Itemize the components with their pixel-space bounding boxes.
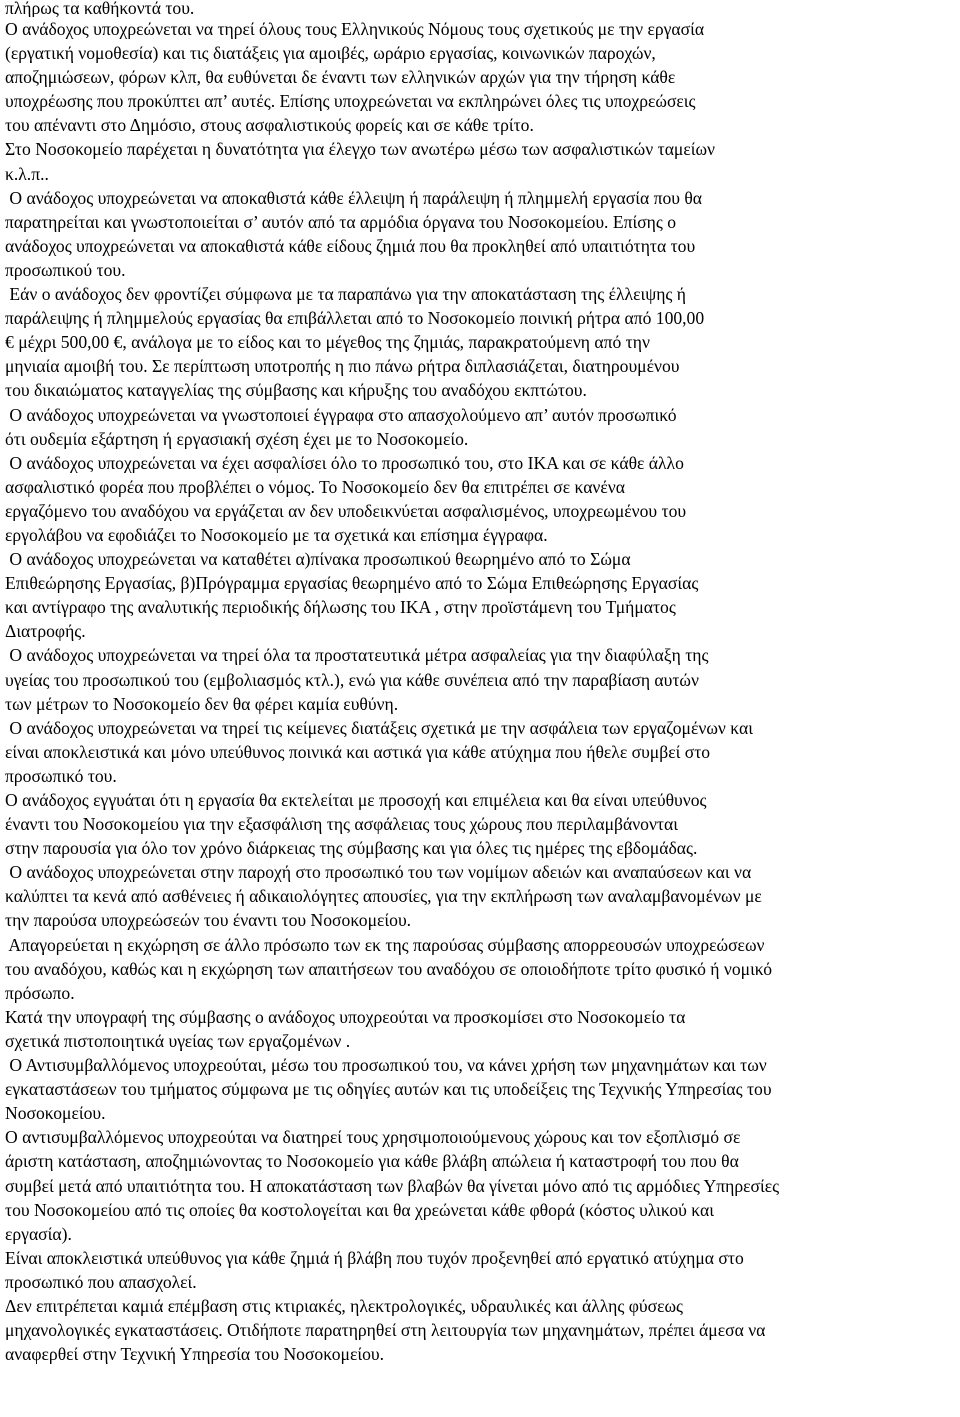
document-line: μηχανολογικές εγκαταστάσεις. Οτιδήποτε παρατηρηθεί στη λειτουργία των μηχανημάτων, πρέπει άμεσα να xyxy=(5,1320,766,1341)
document-line: (εργατική νομοθεσία) και τις διατάξεις για αμοιβές, ωράριο εργασίας, κοινωνικών παροχών, xyxy=(5,43,656,64)
document-line: παρατηρείται και γνωστοποιείται σ’ αυτόν από τα αρμόδια όργανα του Νοσοκομείου. Επίσης ο xyxy=(5,211,677,232)
document-line: Ο ανάδοχος υποχρεώνεται να αποκαθιστά κάθε έλλειψη ή παράλειψη ή πλημμελή εργασία που θα xyxy=(5,187,703,208)
document-line: Ο αντισυμβαλλόμενος υποχρεούται να διατηρεί τους χρησιμοποιούμενους χώρους και τον εξοπλισμό σε xyxy=(5,1127,741,1148)
document-line: προσωπικό που απασχολεί. xyxy=(5,1271,197,1292)
document-line: του αναδόχου, καθώς και η εκχώρηση των απαιτήσεων του αναδόχου σε οποιοδήποτε τρίτο φυσικό ή νομικό xyxy=(5,958,773,979)
document-line: την παρούσα υποχρεώσεών του έναντι του Νοσοκομείου. xyxy=(5,910,412,931)
document-line: € μέχρι 500,00 €, ανάλογα με το είδος και το μέγεθος της ζημιάς, παρακρατούμενη από την xyxy=(5,332,650,353)
document-line: κ.λ.π.. xyxy=(5,163,49,184)
document-line: Κατά την υπογραφή της σύμβασης ο ανάδοχος υποχρεούται να προσκομίσει στο Νοσοκομείο τα xyxy=(5,1006,686,1027)
document-line: του Νοσοκομείου από τις οποίες θα κοστολογείται και θα χρεώνεται κάθε φθορά (κόστος υλικού και xyxy=(5,1199,714,1220)
document-line: και αντίγραφο της αναλυτικής περιοδικής δήλωσης του ΙΚΑ , στην προϊστάμενη του Τμήματος xyxy=(5,597,676,618)
document-line: αναφερθεί στην Τεχνική Υπηρεσία του Νοσοκομείου. xyxy=(5,1344,384,1365)
document-line: Ο ανάδοχος υποχρεώνεται να τηρεί τις κείμενες διατάξεις σχετικά με την ασφάλεια των εργαζομένων και xyxy=(5,717,753,738)
document-line: Ο ανάδοχος υποχρεώνεται να καταθέτει α)πίνακα προσωπικού θεωρημένο από το Σώμα xyxy=(5,549,631,570)
document-line: εργολάβου να εφοδιάζει το Νοσοκομείο με τα σχετικά και επίσημα έγγραφα. xyxy=(5,524,548,545)
document-line: προσωπικού του. xyxy=(5,259,126,280)
document-line: Ο ανάδοχος υποχρεώνεται να τηρεί όλα τα προστατευτικά μέτρα ασφαλείας για την διαφύλαξη της xyxy=(5,645,709,666)
document-line: μηνιαία αμοιβή του. Σε περίπτωση υποτροπής η πιο πάνω ρήτρα διπλασιάζεται, διατηρουμένου xyxy=(5,356,680,377)
document-line: Νοσοκομείου. xyxy=(5,1103,106,1124)
document-line: πρόσωπο. xyxy=(5,982,75,1003)
document-line: εργασία). xyxy=(5,1223,72,1244)
document-line: ότι ουδεμία εξάρτηση ή εργασιακή σχέση έχει με το Νοσοκομείο. xyxy=(5,428,469,449)
document-line: Διατροφής. xyxy=(5,621,86,642)
document-line: ασφαλιστικό φορέα που προβλέπει ο νόμος. Το Νοσοκομείο δεν θα επιτρέπει σε κανένα xyxy=(5,476,625,497)
document-line: Στο Νοσοκομείο παρέχεται η δυνατότητα για έλεγχο των ανωτέρω μέσω των ασφαλιστικών ταμείων xyxy=(5,139,715,160)
document-line: έναντι του Νοσοκομείου για την εξασφάλιση της ασφάλειας τους χώρους που περιλαμβάνονται xyxy=(5,814,678,835)
document-line: προσωπικό του. xyxy=(5,765,117,786)
document-line: ανάδοχος υποχρεώνεται να αποκαθιστά κάθε είδους ζημιά που θα προκληθεί από υπαιτιότητα του xyxy=(5,235,696,256)
document-line: εγκαταστάσεων του τμήματος σύμφωνα με τις οδηγίες αυτών και τις υποδείξεις της Τεχνικής Υπηρεσίας του xyxy=(5,1079,772,1100)
document-line: Ο ανάδοχος υποχρεώνεται να τηρεί όλους τους Ελληνικούς Νόμους τους σχετικούς με την εργασία xyxy=(5,19,705,39)
document-line: Ο ανάδοχος υποχρεώνεται να γνωστοποιεί έγγραφα στο απασχολούμενο απ’ αυτόν προσωπικό xyxy=(5,404,677,425)
document-line: Δεν επιτρέπεται καμιά επέμβαση στις κτιριακές, ηλεκτρολογικές, υδραυλικές και άλλης φύσεως xyxy=(5,1295,684,1316)
document-line: παράλειψης ή πλημμελούς εργασίας θα επιβάλλεται από το Νοσοκομείο ποινική ρήτρα από 100,00 xyxy=(5,308,705,329)
document-line: συμβεί μετά από υπαιτιότητα του. Η αποκατάσταση των βλαβών θα γίνεται μόνο από τις αρμόδιες Υπηρεσίες xyxy=(5,1175,780,1196)
document-line: Απαγορεύεται η εκχώρηση σε άλλο πρόσωπο των εκ της παρούσας σύμβασης απορρεουσών υποχρεώσεων xyxy=(5,934,765,955)
document-line: σχετικά πιστοποιητικά υγείας των εργαζομένων . xyxy=(5,1030,351,1051)
document-line: Είναι αποκλειστικά υπεύθυνος για κάθε ζημιά ή βλάβη που τυχόν προξενηθεί από εργατικό ατύχημα στο xyxy=(5,1247,744,1268)
document-line: άριστη κατάσταση, αποζημιώνοντας το Νοσοκομείο για κάθε βλάβη απώλεια ή καταστροφή του που θα xyxy=(5,1151,739,1172)
document-line: Επιθεώρησης Εργασίας, β)Πρόγραμμα εργασίας θεωρημένο από το Σώμα Επιθεώρησης Εργασίας xyxy=(5,573,699,594)
document-line: αποζημιώσεων, φόρων κλπ, θα ευθύνεται δε έναντι των ελληνικών αρχών για την τήρηση κάθε xyxy=(5,67,676,88)
document-line: Ο ανάδοχος υποχρεώνεται στην παροχή στο προσωπικό του των νομίμων αδειών και αναπαύσεων και να xyxy=(5,862,752,883)
document-line: υποχρέωσης που προκύπτει απ’ αυτές. Επίσης υποχρεώνεται να εκπληρώνει όλες τις υποχρεώσεις xyxy=(5,91,696,112)
document-line: του δικαιώματος καταγγελίας της σύμβασης και κήρυξης του αναδόχου εκπτώτου. xyxy=(5,380,587,401)
document-line: Ο Αντισυμβαλλόμενος υποχρεούται, μέσω του προσωπικού του, να κάνει χρήση των μηχανημάτων και των xyxy=(5,1055,767,1076)
document-line: Εάν ο ανάδοχος δεν φροντίζει σύμφωνα με τα παραπάνω για την αποκατάσταση της έλλειψης ή xyxy=(5,284,686,305)
document-line: Ο ανάδοχος υποχρεώνεται να έχει ασφαλίσει όλο το προσωπικό του, στο ΙΚΑ και σε κάθε άλλο xyxy=(5,452,684,473)
document-line-fragment: πλήρως τα καθήκοντά του. xyxy=(5,0,195,17)
document-line: είναι αποκλειστικά και μόνο υπεύθυνος ποινικά και αστικά για κάθε ατύχημα που ήθελε συμβεί στο xyxy=(5,741,711,762)
document-line: υγείας του προσωπικού του (εμβολιασμός κτλ.), ενώ για κάθε συνέπεια από την παραβίαση αυτών xyxy=(5,669,699,690)
document-line: Ο ανάδοχος εγγυάται ότι η εργασία θα εκτελείται με προσοχή και επιμέλεια και θα είναι υπεύθυνος xyxy=(5,790,707,810)
document-line: καλύπτει τα κενά από ασθένειες ή αδικαιολόγητες απουσίες, για την εκπλήρωση των αναλαμβανομένων με xyxy=(5,886,762,907)
document-line: των μέτρων το Νοσοκομείο δεν θα φέρει καμία ευθύνη. xyxy=(5,693,399,714)
document-body xyxy=(5,0,960,1366)
document-line: του απέναντι στο Δημόσιο, στους ασφαλιστικούς φορείς και σε κάθε τρίτο. xyxy=(5,115,534,136)
document-line: εργαζόμενο του αναδόχου να εργάζεται αν δεν υποδεικνύεται ασφαλισμένος, υποχρεωμένου του xyxy=(5,500,687,521)
document-line: στην παρουσία για όλο τον χρόνο διάρκειας της σύμβασης και για όλες τις ημέρες της εβδομάδας. xyxy=(5,838,698,859)
